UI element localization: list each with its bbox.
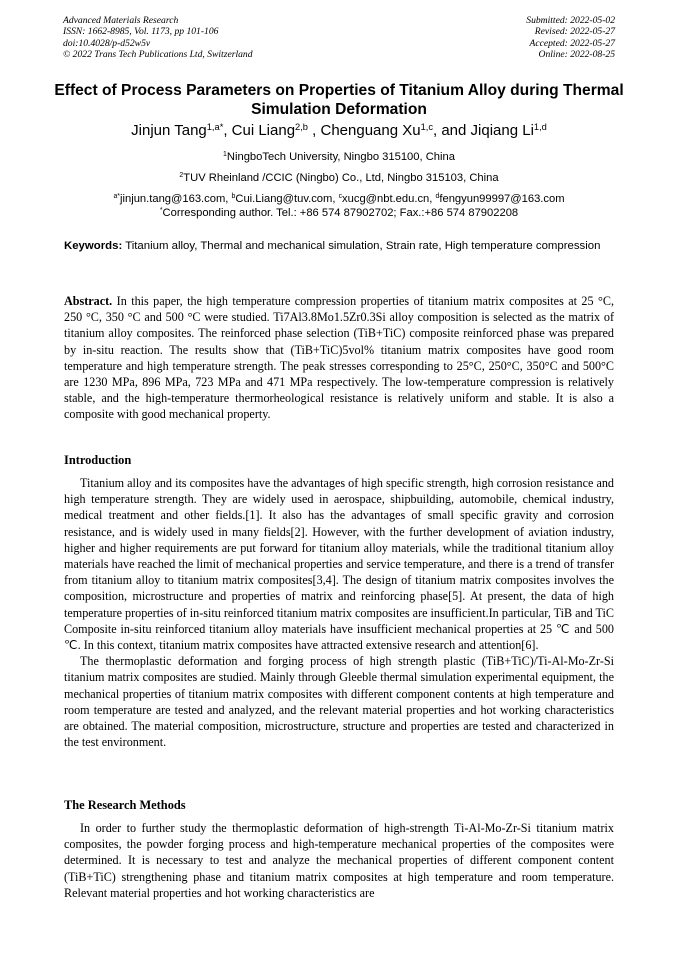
email-link[interactable]: Cui.Liang@tuv.com, [235, 193, 339, 205]
keywords-label: Keywords: [64, 240, 123, 252]
author-sep: , and [433, 122, 471, 139]
email-sup: b [231, 193, 236, 201]
paragraph: The thermoplastic deformation and forging process of high strength plastic (TiB+TiC)/Ti-Al-Mo-Zr-Si titanium matrix composites are studied. Mainly through Gleeble thermal simulation experimental equipment, the mechanical properties of titanium matrix composites with different component contents at high temperature and room temperature are tested and analyzed, and the relevant material properties and hot working characteristics are obtained. The material composition, microstructure, structure and properties are tested and characterized in the test environment. [64, 654, 614, 750]
abstract-text: In this paper, the high temperature compression properties of titanium matrix composites at 25 °C, 250 °C, 350 °C and 500 °C were studied. Ti7Al3.8Mo1.5Zr0.3Si alloy composition is selected as the matrix of titanium alloy composites. The reinforced phase selection (TiB+TiC) composite reinforced phase was prepared by in-situ reaction. The results show that (TiB+TiC)5vol% titanium matrix composites have good room temperature and high temperature strength. The peak stresses corresponding to 25°C, 250°C, 350°C and 500°C are 1230 MPa, 896 MPa, 723 MPa and 471 MPa respectively. The low-temperature compression is relatively stable, and the high-temperature thermorheological resistance is relatively uniform and stable. It is also a composite with good mechanical property. [64, 294, 614, 422]
email-link[interactable]: xucg@nbt.edu.cn, [342, 193, 436, 205]
journal-copyright: © 2022 Trans Tech Publications Ltd, Switzerland [63, 49, 253, 61]
author-name: Chenguang Xu [320, 122, 421, 139]
paragraph: Titanium alloy and its composites have the advantages of high specific strength, high corrosion resistance and high temperature strength. They are widely used in aerospace, shipbuilding, automobile, chemical industry, medical treatment and other fields.[1]. It also has the advantages of small specific gravity and corrosion resistance, and is widely used in many fields[2]. However, with the further development of aviation industry, higher and higher requirements are put forward for titanium alloy materials, while the traditional titanium alloy materials have reached the limit of mechanical properties and service temperature, and there is a trend of transfer from titanium alloy to titanium matrix composites[3,4]. The design of titanium matrix composites involves the composition, microstructure and properties of matrix and reinforcing phase[5]. At present, the data of high temperature properties of in-situ reinforced titanium matrix composites are insufficient.In particular, TiB and TiC Composite in-situ reinforced titanium alloy materials have insufficient mechanical properties at 25 ℃ and 500 ℃. In this context, titanium matrix composites have attracted extensive research and attention[6]. [64, 476, 614, 653]
introduction-body [64, 475, 614, 750]
author [131, 122, 232, 139]
journal-issn: ISSN: 1662-8985, Vol. 1173, pp 101-106 [63, 26, 219, 38]
email-sup: c [338, 193, 343, 201]
author-name: Jiqiang Li [470, 122, 534, 139]
section-heading-methods: The Research Methods [64, 798, 186, 812]
publication-dates [526, 15, 615, 61]
abstract [64, 293, 614, 423]
author [232, 122, 321, 139]
affiliation-text: TUV Rheinland /CCIC (Ningbo) Co., Ltd, Ningbo 315103, China [183, 172, 499, 184]
corresponding-author [40, 206, 638, 220]
keywords-text: Titanium alloy, Thermal and mechanical simulation, Strain rate, High temperature compression [125, 240, 601, 252]
date-submitted: Submitted: 2022-05-02 [526, 15, 615, 26]
journal-doi: doi:10.4028/p-d52w5v [63, 37, 151, 49]
affiliation [40, 171, 638, 185]
author-sup: 1,a* [206, 121, 224, 132]
date-accepted: Accepted: 2022-05-27 [529, 37, 615, 49]
affiliation-sup: 2 [179, 172, 184, 180]
author [321, 122, 471, 139]
author-sep: , [223, 122, 232, 139]
paper-title: Effect of Process Parameters on Properties of Titanium Alloy during Thermal Simulation Deformation [54, 82, 624, 118]
affiliation-sup: 1 [223, 151, 227, 159]
email-list [40, 192, 638, 206]
author-name: Jinjun Tang [131, 122, 207, 139]
author [471, 122, 547, 139]
date-revised: Revised: 2022-05-27 [534, 26, 615, 38]
affiliation [40, 150, 638, 164]
methods-body [64, 820, 614, 901]
affiliation-text: NingboTech University, Ningbo 315100, China [226, 151, 455, 163]
author-sup: 1,d [533, 121, 547, 132]
section-heading-introduction: Introduction [64, 453, 132, 467]
keywords [64, 239, 614, 254]
author-sep: , [307, 122, 321, 139]
email-sup: a* [113, 193, 121, 201]
email-link[interactable]: jinjun.tang@163.com, [120, 193, 232, 205]
corresponding-sup: * [159, 207, 163, 215]
author-sup: 1,c [420, 121, 433, 132]
author-name: Cui Liang [231, 122, 296, 139]
author-sup: 2,b [295, 121, 308, 132]
email-sup: d [435, 193, 440, 201]
corresponding-text: Corresponding author. Tel.: +86 574 87902702; Fax.:+86 574 87902208 [162, 207, 519, 219]
author-list [40, 122, 638, 140]
journal-info [63, 15, 253, 61]
date-online: Online: 2022-08-25 [538, 49, 615, 61]
abstract-label: Abstract. [64, 294, 113, 308]
paragraph: In order to further study the thermoplastic deformation of high-strength Ti-Al-Mo-Zr-Si titanium matrix composites, the powder forging process and high-temperature mechanical properties of the composites were determined. It is necessary to test and analyze the mechanical properties of different component content (TiB+TiC) strengthening phase and titanium matrix composites at high temperature and room temperature. Relevant material properties and hot working characteristics are [64, 821, 614, 900]
email-link[interactable]: fengyun99997@163.com [439, 193, 565, 205]
journal-name: Advanced Materials Research [63, 15, 179, 26]
